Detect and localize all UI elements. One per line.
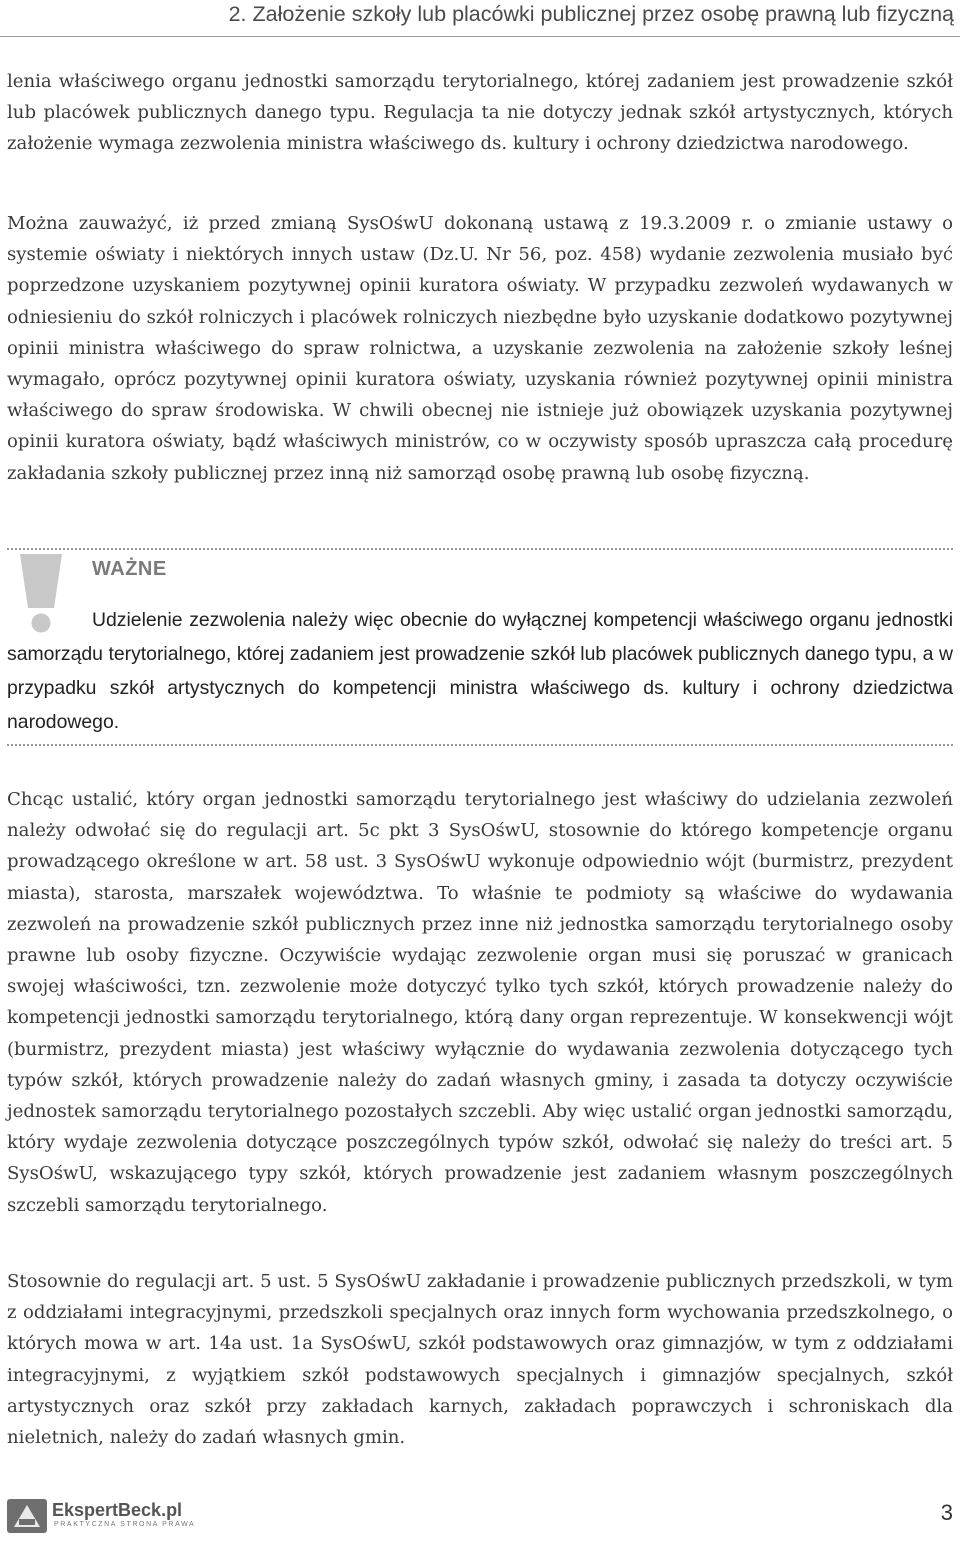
note-text: Udzielenie zezwolenia należy więc obecnie do wyłącznej kompetencji właściwego organu jednostki samorządu terytorialnego, której zadaniem jest prowadzenie szkół lub placówek publicznych danego typu, a w przypadku szkół artystycznych do kompetencji ministra właściwego ds. kultury i ochrony dziedzictwa narodowego. [7, 609, 953, 733]
paragraph-1: lenia właściwego organu jednostki samorządu terytorialnego, której zadaniem jest prowadzenie szkół lub placówek publicznych danego typu. Regulacja ta nie dotyczy jednak szkół artystycznych, których założenie wymaga zezwolenia ministra właściwego ds. kultury i ochrony dziedzictwa narodowego. [7, 71, 953, 155]
note-title: WAŻNE [92, 558, 167, 580]
logo-tagline: PRAKTYCZNA STRONA PRAWA [54, 1521, 196, 1528]
note-top-divider [7, 548, 953, 550]
logo-text: EkspertBeck.pl [52, 1500, 183, 1520]
note-bottom-divider [7, 744, 953, 746]
paragraph-4: Stosownie do regulacji art. 5 ust. 5 SysOśwU zakładanie i prowadzenie publicznych przedszkoli, w tym z oddziałami integracyjnymi, przedszkoli specjalnych oraz innych form wychowania przedszkolnego, o których mowa w art. 14a ust. 1a SysOśwU, szkół podstawowych oraz gimnazjów, w tym z oddziałami integracyjnymi, z wyjątkiem szkół podstawowych specjalnych i gimnazjów specjalnych, szkół artystycznych oraz szkół przy zakładach karnych, zakładach poprawczych i schroniskach dla nieletnich, należy do zadań własnych gmin. [7, 1271, 953, 1449]
running-title: 2. Założenie szkoły lub placówki publicznej przez osobę prawną lub fizyczną [228, 2, 954, 26]
paragraph-3: Chcąc ustalić, który organ jednostki samorządu terytorialnego jest właściwy do udzielania zezwoleń należy odwołać się do regulacji art. 5c pkt 3 SysOśwU, stosownie do którego kompetencje organu prowadzącego określone w art. 58 ust. 3 SysOśwU wykonuje odpowiednio wójt (burmistrz, prezydent miasta), starosta, marszałek województwa. To właśnie te podmioty są właściwe do wydawania zezwoleń na prowadzenie szkół publicznych przez inne niż jednostka samorządu terytorialnego osoby prawne lub osoby fizyczne. Oczywiście wydając zezwolenie organ musi się poruszać w granicach swojej właściwości, tzn. zezwolenie może dotyczyć tylko tych szkół, których prowadzenie należy do kompetencji jednostki samorządu terytorialnego, którą dany organ reprezentuje. W konsekwencji wójt (burmistrz, prezydent miasta) jest właściwy wyłącznie do wydawania zezwolenia dotyczącego tych typów szkół, których prowadzenie należy do zadań własnych gminy, i zasada ta dotyczy oczywiście jednostek samorządu terytorialnego pozostałych szczebli. Aby więc ustalić organ jednostki samorządu, który wydaje zezwolenia dotyczące poszczególnych typów szkół, odwołać się należy do treści art. 5 SysOśwU, wskazującego typy szkół, których prowadzenie jest zadaniem własnym poszczególnych szczebli samorządu terytorialnego. [7, 789, 953, 1216]
paragraph-2: Można zauważyć, iż przed zmianą SysOśwU dokonaną ustawą z 19.3.2009 r. o zmianie ustawy o systemie oświaty i niektórych innych ustaw (Dz.U. Nr 56, poz. 458) wydanie zezwolenia musiało być poprzedzone uzyskaniem pozytywnej opinii kuratora oświaty. W przypadku zezwoleń wydawanych w odniesieniu do szkół rolniczych i placówek rolniczych niezbędne było uzyskanie dodatkowo pozytywnej opinii ministra właściwego do spraw rolnictwa, a uzyskanie zezwolenia na założenie szkoły leśnej wymagało, oprócz pozytywnej opinii kuratora oświaty, uzyskania również pozytywnej opinii ministra właściwego do spraw środowiska. W chwili obecnej nie istnieje już obowiązek uzyskania pozytywnej opinii kuratora oświaty, bądź właściwych ministrów, co w oczywisty sposób upraszcza całą procedurę zakładania szkoły publicznej przez inną niż samorząd osobę prawną lub osobę fizyczną. [7, 213, 953, 484]
header-divider [0, 36, 960, 37]
page-number: 3 [940, 1500, 953, 1525]
